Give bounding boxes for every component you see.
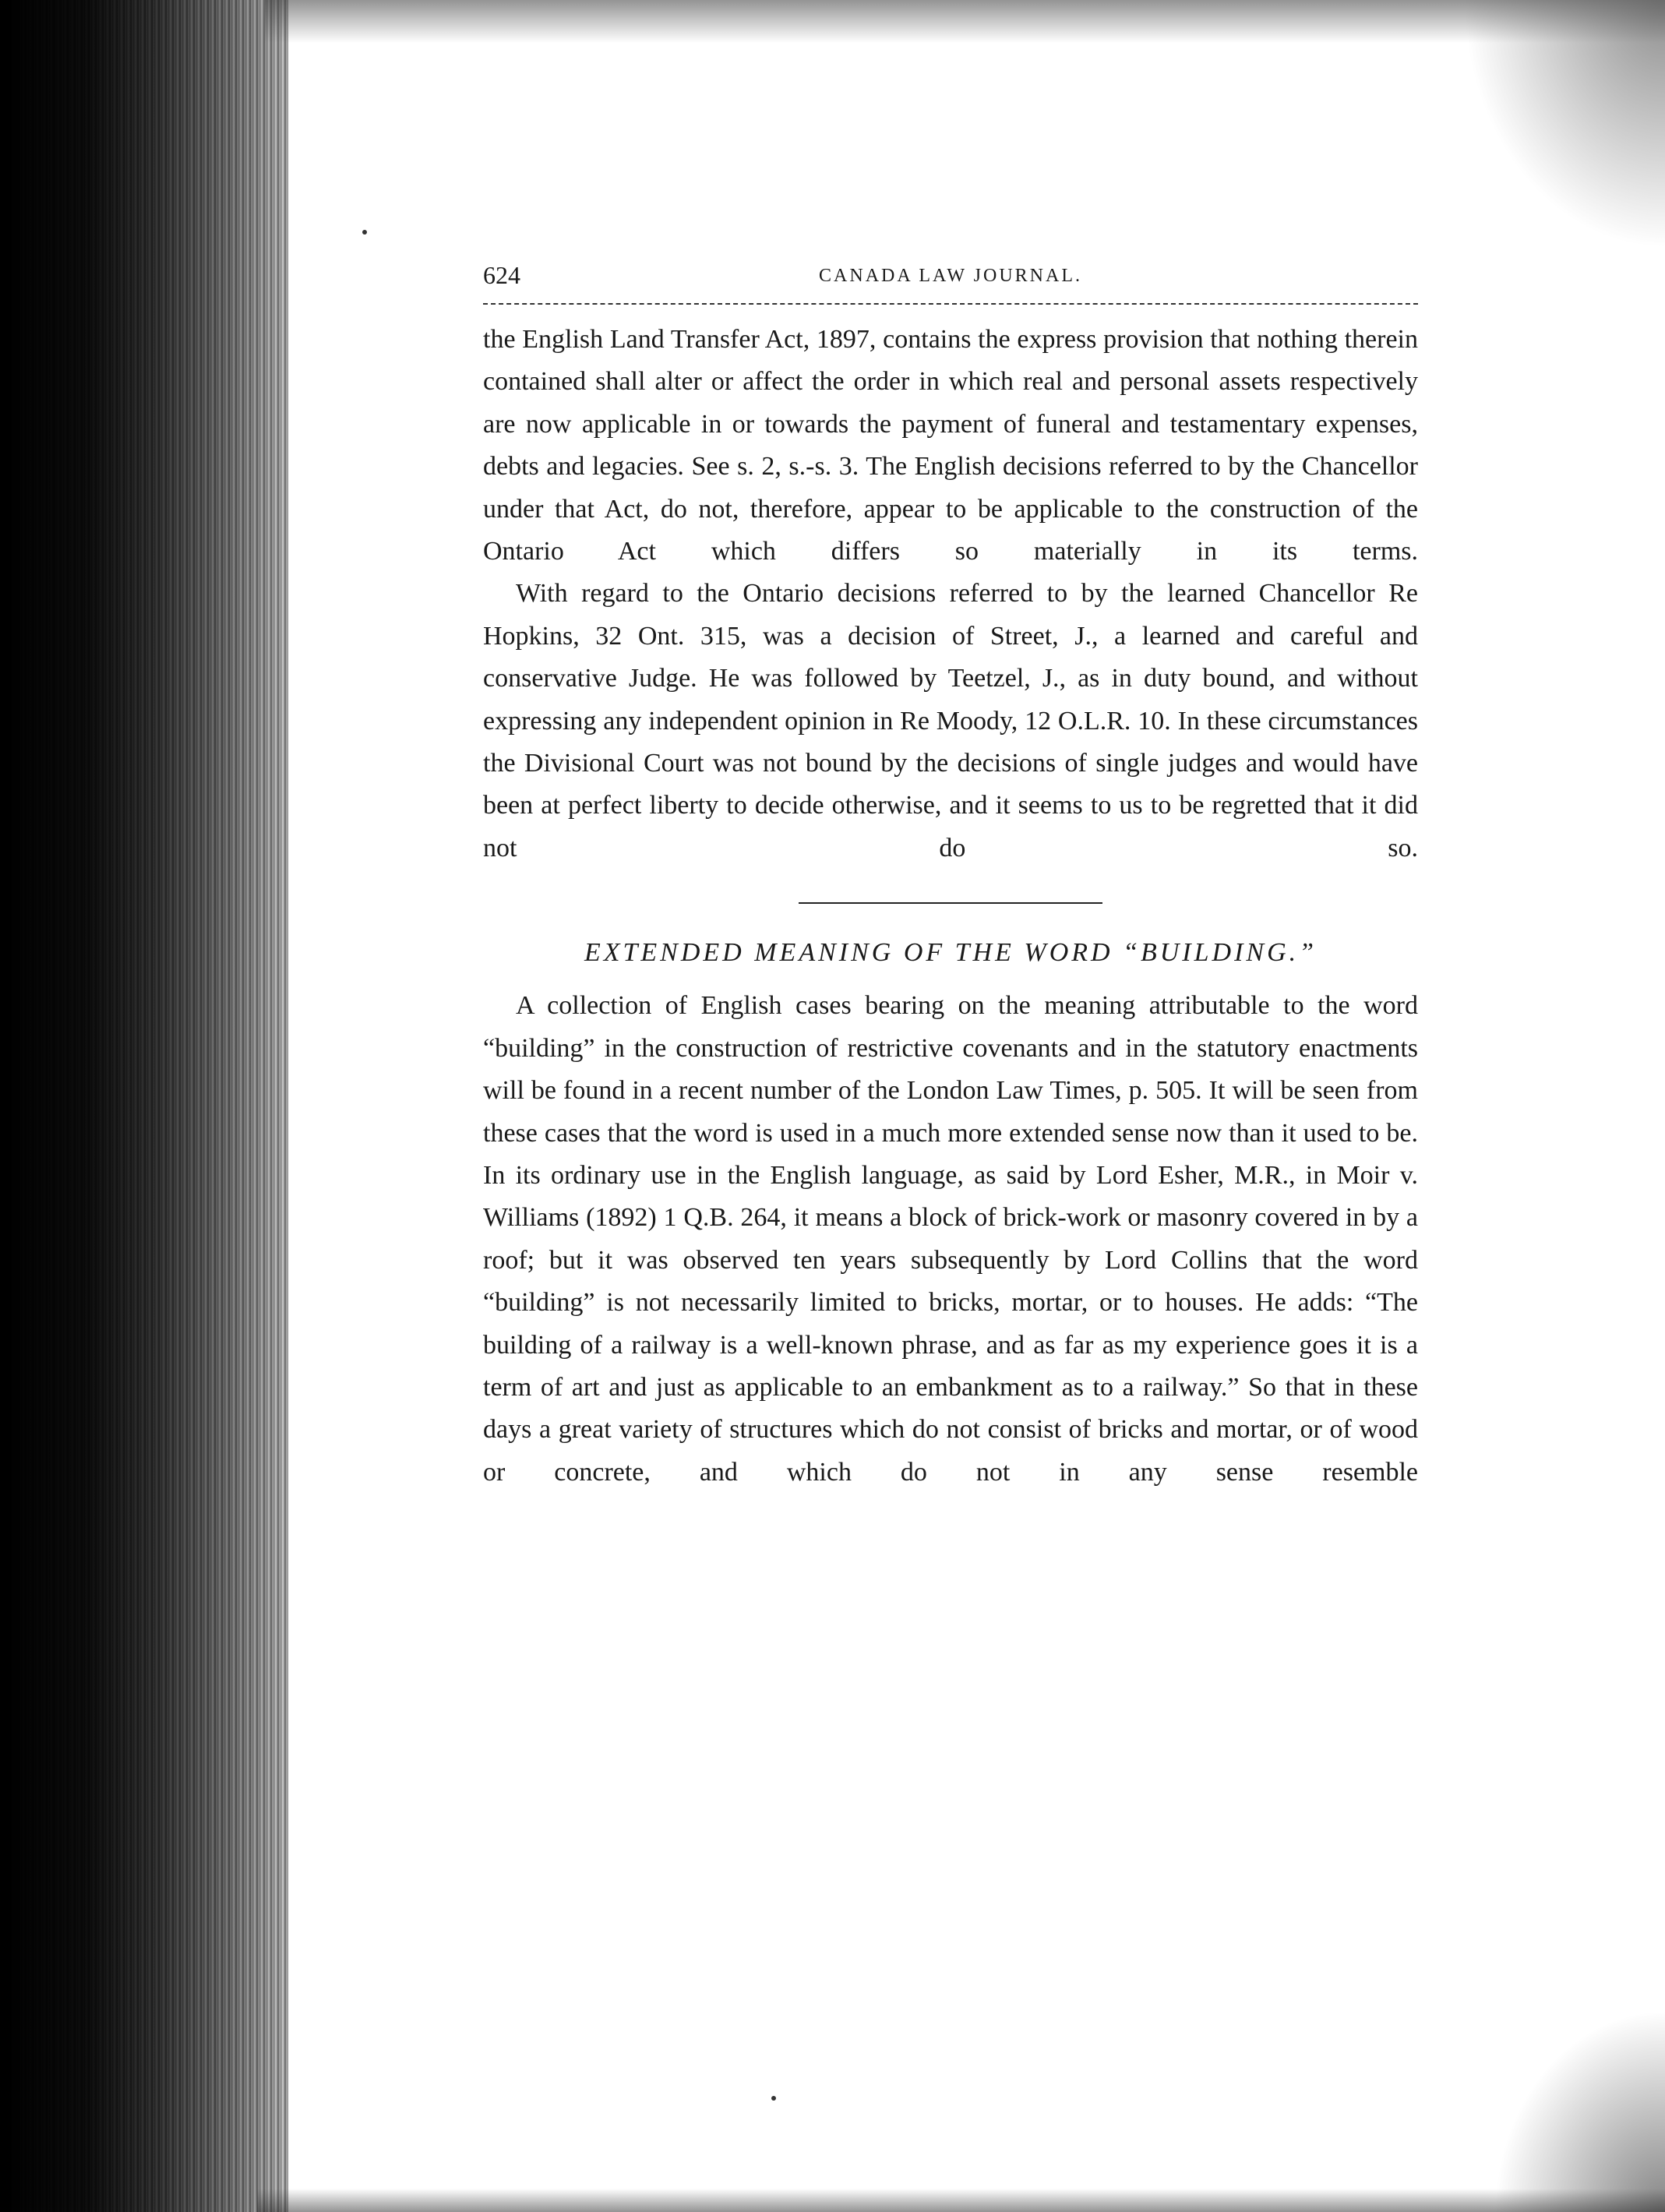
paragraph-land-transfer-act: the English Land Transfer Act, 1897, contains the express provision that nothing therein contained shall alter or affect the order in which real and personal assets respectively are now applicable in or towards the payment of funeral and testamentary expenses, debts and legacies. See s. 2, s.-s. 3. The English decisions referred to by the Chancellor under that Act, do not, therefore, appear to be applicable to the construction of the Ontario Act which differs so materially in its terms. [483,325,1418,566]
paragraph-ontario-decisions: With regard to the Ontario decisions referred to by the learned Chancellor Re Hopkins, 32 Ont. 315, was a decision of Street, J., a learned and careful and conservative Judge. He was followed by Teetzel, J., as in duty bound, and without expressing any independent opinion in Re Moody, 12 O.L.R. 10. In these circumstances the Divisional Court was not bound by the decisions of single judges and would have been at perfect liberty to decide otherwise, and it seems to us to be regretted that it did not do so. [483,579,1418,863]
corner-scan-shade-bottom [1494,2009,1665,2212]
bottom-scan-shade [257,2189,1665,2212]
page-number: 624 [483,261,520,289]
journal-page [483,261,1418,1494]
top-scan-shade [265,0,1665,43]
scan-edge [0,0,11,2212]
binding-shadow [0,0,288,2212]
journal-title: CANADA LAW JOURNAL. [819,266,1082,286]
corner-scan-shade [1462,0,1665,249]
scan-speck [771,2096,776,2101]
paragraph-building-meaning: A collection of English cases bearing on the meaning attributable to the word “building” in the construction of restrictive covenants and in the statutory enactments will be found in a recent number of the London Law Times, p. 505. It will be seen from these cases that the word is used in a much more extended sense now than it used to be. In its ordinary use in the English language, as said by Lord Esher, M.R., in Moir v. Williams (1892) 1 Q.B. 264, it means a block of brick-work or masonry covered in by a roof; but it was observed ten years subsequently by Lord Collins that the word “building” is not necessarily limited to bricks, mortar, or to houses. He adds: “The building of a railway is a well-known phrase, and as far as my experience goes it is a term of art and just as applicable to an embankment as to a railway.” So that in these days a great variety of structures which do not consist of bricks and mortar, or of wood or concrete, and which do not in any sense resemble [483,991,1418,1487]
running-head [483,261,1418,300]
section-heading: EXTENDED MEANING OF THE WORD “BUILDING.” [584,938,1318,968]
scan-speck [362,230,367,235]
section-divider [799,902,1102,904]
header-rule [483,303,1418,305]
